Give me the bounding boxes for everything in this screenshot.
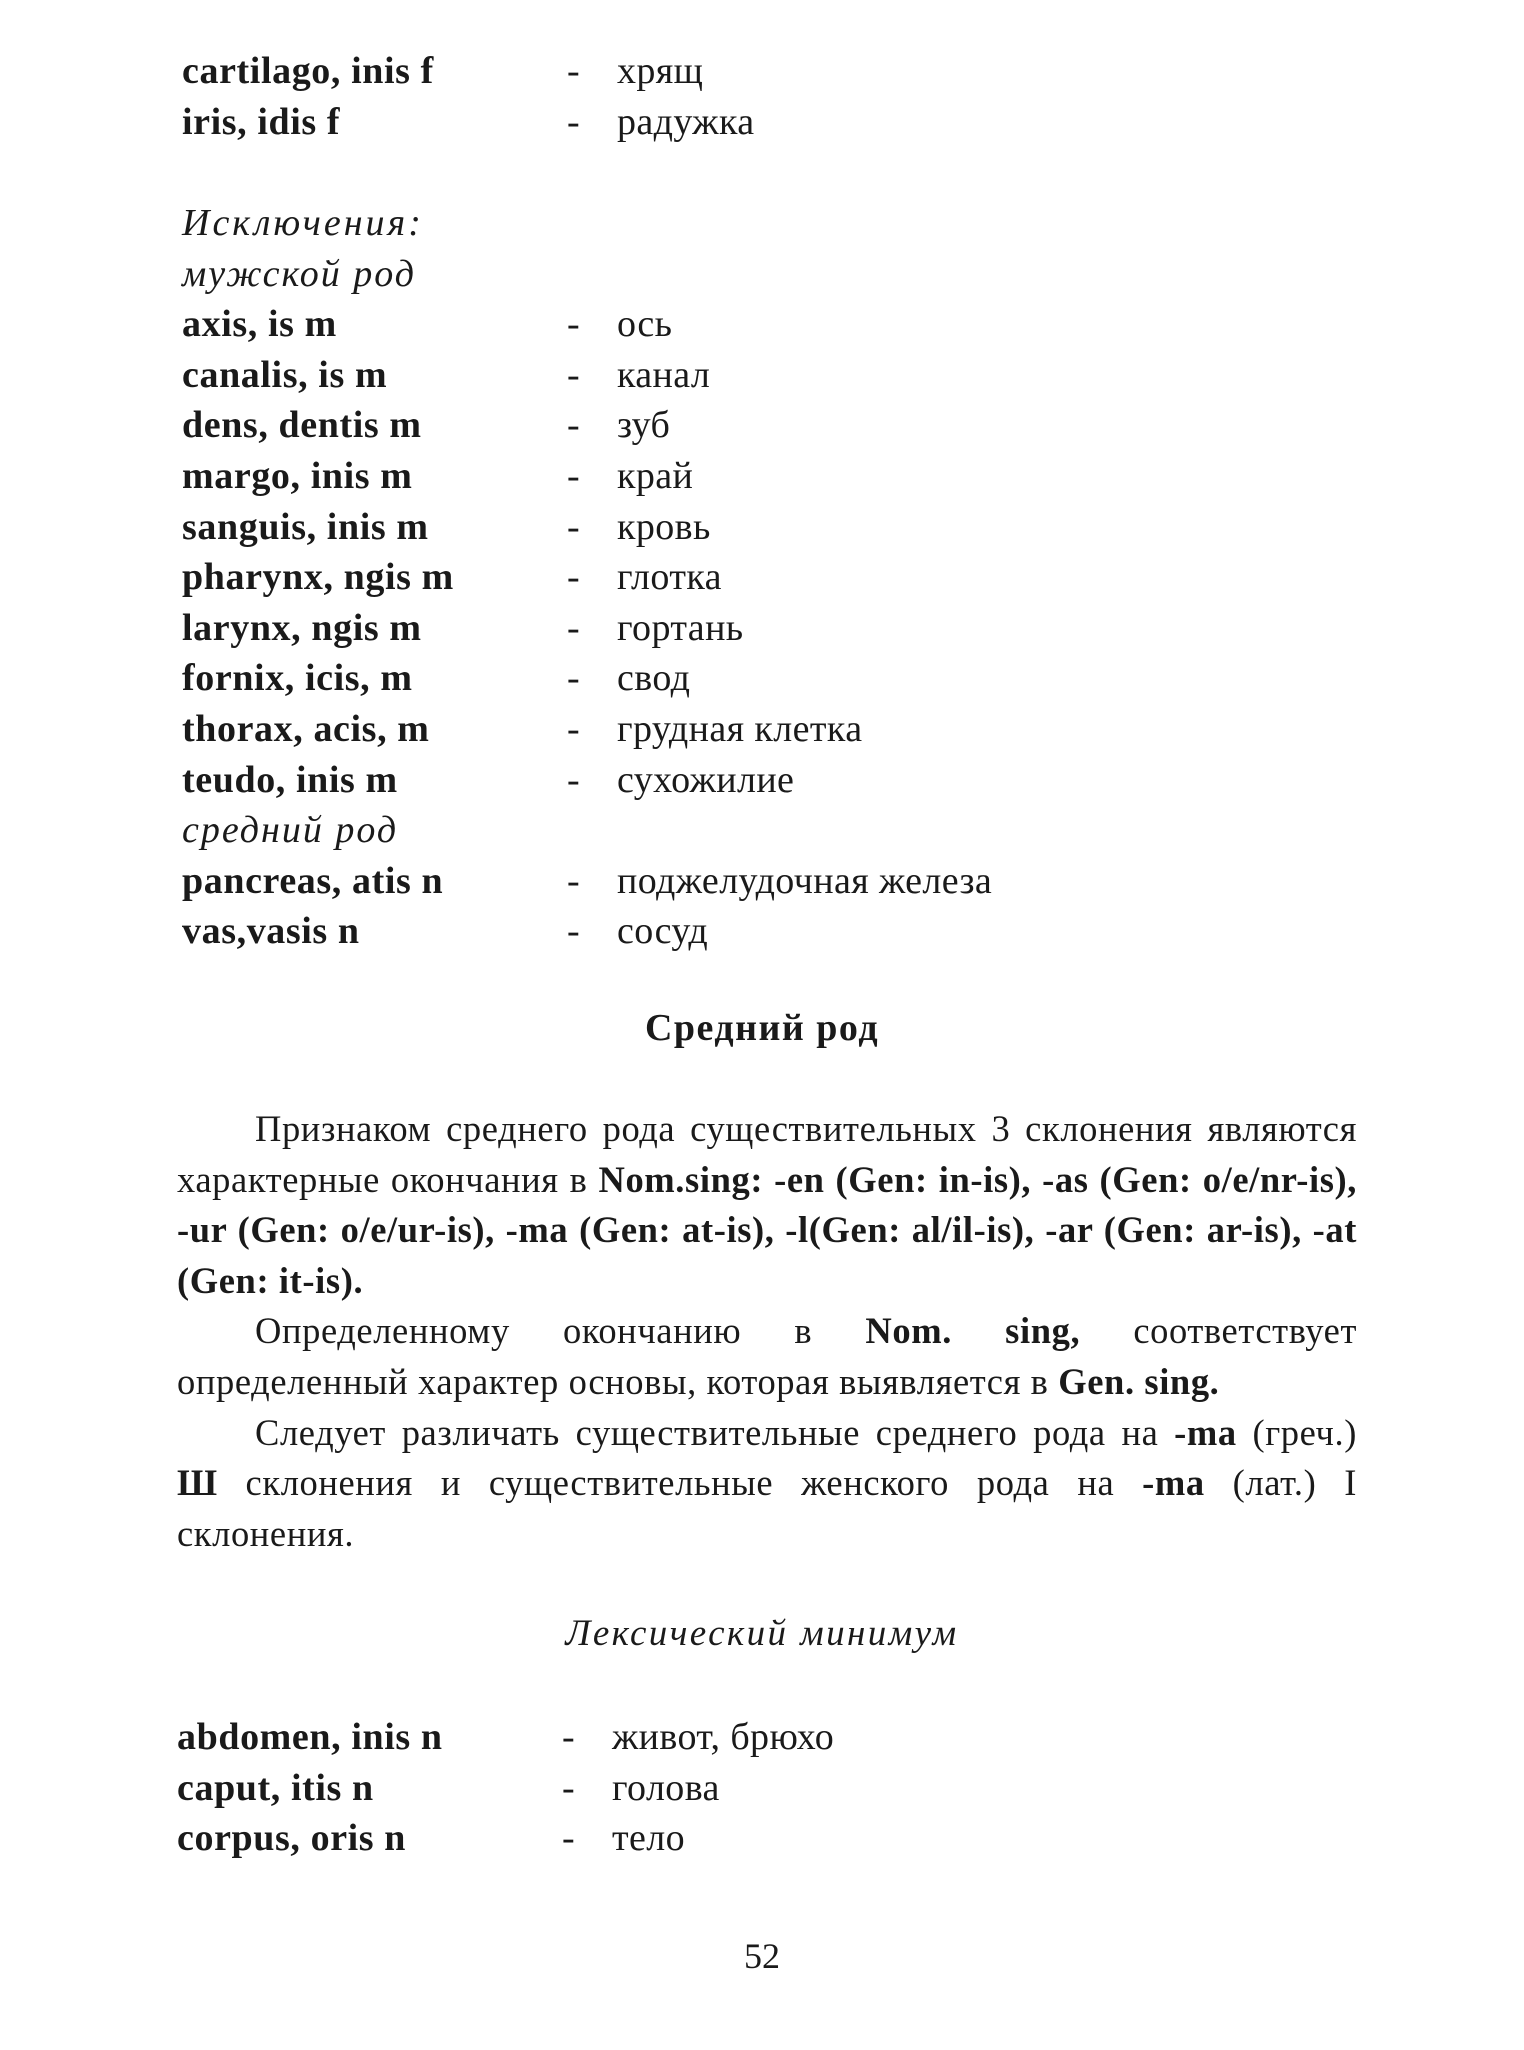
latin-term: vas,vasis n	[182, 910, 360, 953]
russian-translation: край	[617, 454, 694, 497]
russian-translation: сосуд	[617, 910, 709, 953]
vocab-row	[182, 653, 992, 704]
paragraph-bold-text: -ma	[1174, 1411, 1237, 1453]
vocab-row	[177, 1813, 834, 1864]
paragraph-bold-text: Nom. sing,	[865, 1310, 1081, 1352]
dash-separator: -	[567, 454, 580, 497]
vocab-row	[182, 552, 992, 603]
latin-term: dens, dentis m	[182, 404, 422, 447]
dash-separator: -	[567, 657, 580, 700]
dash-separator: -	[567, 910, 580, 953]
dash-separator: -	[567, 556, 580, 599]
vocab-row	[177, 1712, 834, 1763]
russian-translation: сухожилие	[617, 758, 795, 801]
latin-term: larynx, ngis m	[182, 606, 422, 649]
vocab-row	[182, 400, 992, 451]
latin-term: corpus, oris n	[177, 1817, 407, 1860]
dash-separator: -	[567, 505, 580, 548]
paragraph-text: Признаком среднего рода существительных 3 склонения являются характерные окончания в	[177, 1108, 1357, 1200]
lexical-minimum-title: Лексический минимум	[565, 1613, 959, 1654]
latin-term: fornix, icis, m	[182, 657, 413, 700]
latin-term: pharynx, ngis m	[182, 556, 454, 599]
paragraph-text: (греч.)	[1236, 1411, 1357, 1453]
russian-translation: ось	[617, 303, 673, 346]
russian-translation: кровь	[617, 505, 711, 548]
vocab-row	[182, 906, 992, 957]
russian-translation: гортань	[617, 606, 744, 649]
vocab-list-top	[182, 46, 755, 147]
latin-term: teudo, inis m	[182, 758, 398, 801]
russian-translation: зуб	[617, 404, 671, 447]
latin-term: cartilago, inis f	[182, 50, 434, 92]
neuter-heading: средний род	[182, 809, 399, 852]
paragraph-bold-text: Gen. sing.	[1058, 1360, 1220, 1402]
latin-term: margo, inis m	[182, 454, 413, 497]
latin-term: axis, is m	[182, 303, 337, 346]
russian-translation: живот, брюхо	[612, 1716, 835, 1758]
vocab-row	[182, 350, 992, 401]
russian-translation: поджелудочная железа	[617, 859, 993, 902]
dash-separator: -	[567, 303, 580, 346]
body-text	[177, 1104, 1357, 1559]
russian-translation: глотка	[617, 556, 722, 599]
russian-translation: голова	[612, 1766, 720, 1809]
paragraph-bold-text: -ma	[1142, 1462, 1205, 1504]
paragraph	[177, 1104, 1357, 1306]
vocab-row	[177, 1763, 834, 1814]
russian-translation: хрящ	[617, 50, 704, 92]
russian-translation: радужка	[617, 100, 755, 143]
page-number: 52	[744, 1936, 780, 1976]
vocab-row	[182, 603, 992, 654]
dash-separator: -	[567, 404, 580, 447]
dash-separator: -	[562, 1817, 575, 1860]
vocab-row	[182, 451, 992, 502]
dash-separator: -	[567, 606, 580, 649]
latin-term: caput, itis n	[177, 1766, 374, 1809]
exceptions-block	[182, 198, 992, 957]
latin-term: abdomen, inis n	[177, 1716, 443, 1758]
vocab-row	[182, 97, 755, 148]
latin-term: thorax, acis, m	[182, 707, 430, 750]
paragraph-text: Следует различать существительные среднего рода на	[255, 1411, 1175, 1453]
dash-separator: -	[567, 353, 580, 396]
dash-separator: -	[562, 1716, 575, 1758]
latin-term: sanguis, inis m	[182, 505, 429, 548]
russian-translation: свод	[617, 657, 691, 700]
latin-term: iris, idis f	[182, 100, 341, 143]
dash-separator: -	[567, 707, 580, 750]
vocab-row	[182, 856, 992, 907]
russian-translation: канал	[617, 353, 711, 396]
paragraph	[177, 1408, 1357, 1560]
russian-translation: грудная клетка	[617, 707, 863, 750]
exceptions-title: Исключения:	[182, 202, 424, 244]
paragraph-bold-text: Nom.sing: -en (Gen: in-is), -as (Gen: o/e/nr-is), -ur (Gen: o/e/ur-is), -ma (Gen: at-is), -l(Gen: al/il-is), -ar (Gen: ar-is), -at (Gen: it-is).	[177, 1158, 1357, 1301]
masculine-heading: мужской род	[182, 252, 416, 295]
vocab-row	[182, 502, 992, 553]
dash-separator: -	[567, 758, 580, 801]
vocab-row	[182, 46, 755, 97]
dash-separator: -	[562, 1766, 575, 1809]
vocab-row	[182, 299, 992, 350]
paragraph-text: Определенному окончанию в	[255, 1310, 866, 1352]
paragraph	[177, 1306, 1357, 1407]
paragraph-bold-text: Ш	[177, 1462, 218, 1504]
vocab-row	[182, 755, 992, 806]
dash-separator: -	[567, 50, 580, 92]
latin-term: pancreas, atis n	[182, 859, 444, 902]
dash-separator: -	[567, 100, 580, 143]
vocab-list-bottom	[177, 1712, 834, 1864]
section-title: Средний род	[644, 1007, 880, 1049]
paragraph-text: склонения и существительные женского рода на	[217, 1462, 1143, 1504]
paragraph-text: (лат.) I склонения.	[177, 1462, 1357, 1554]
paragraph-text: соответствует определенный характер основы, которая выявляется в	[177, 1310, 1358, 1402]
vocab-row	[182, 704, 992, 755]
latin-term: canalis, is m	[182, 353, 388, 396]
russian-translation: тело	[612, 1817, 686, 1860]
dash-separator: -	[567, 859, 580, 902]
